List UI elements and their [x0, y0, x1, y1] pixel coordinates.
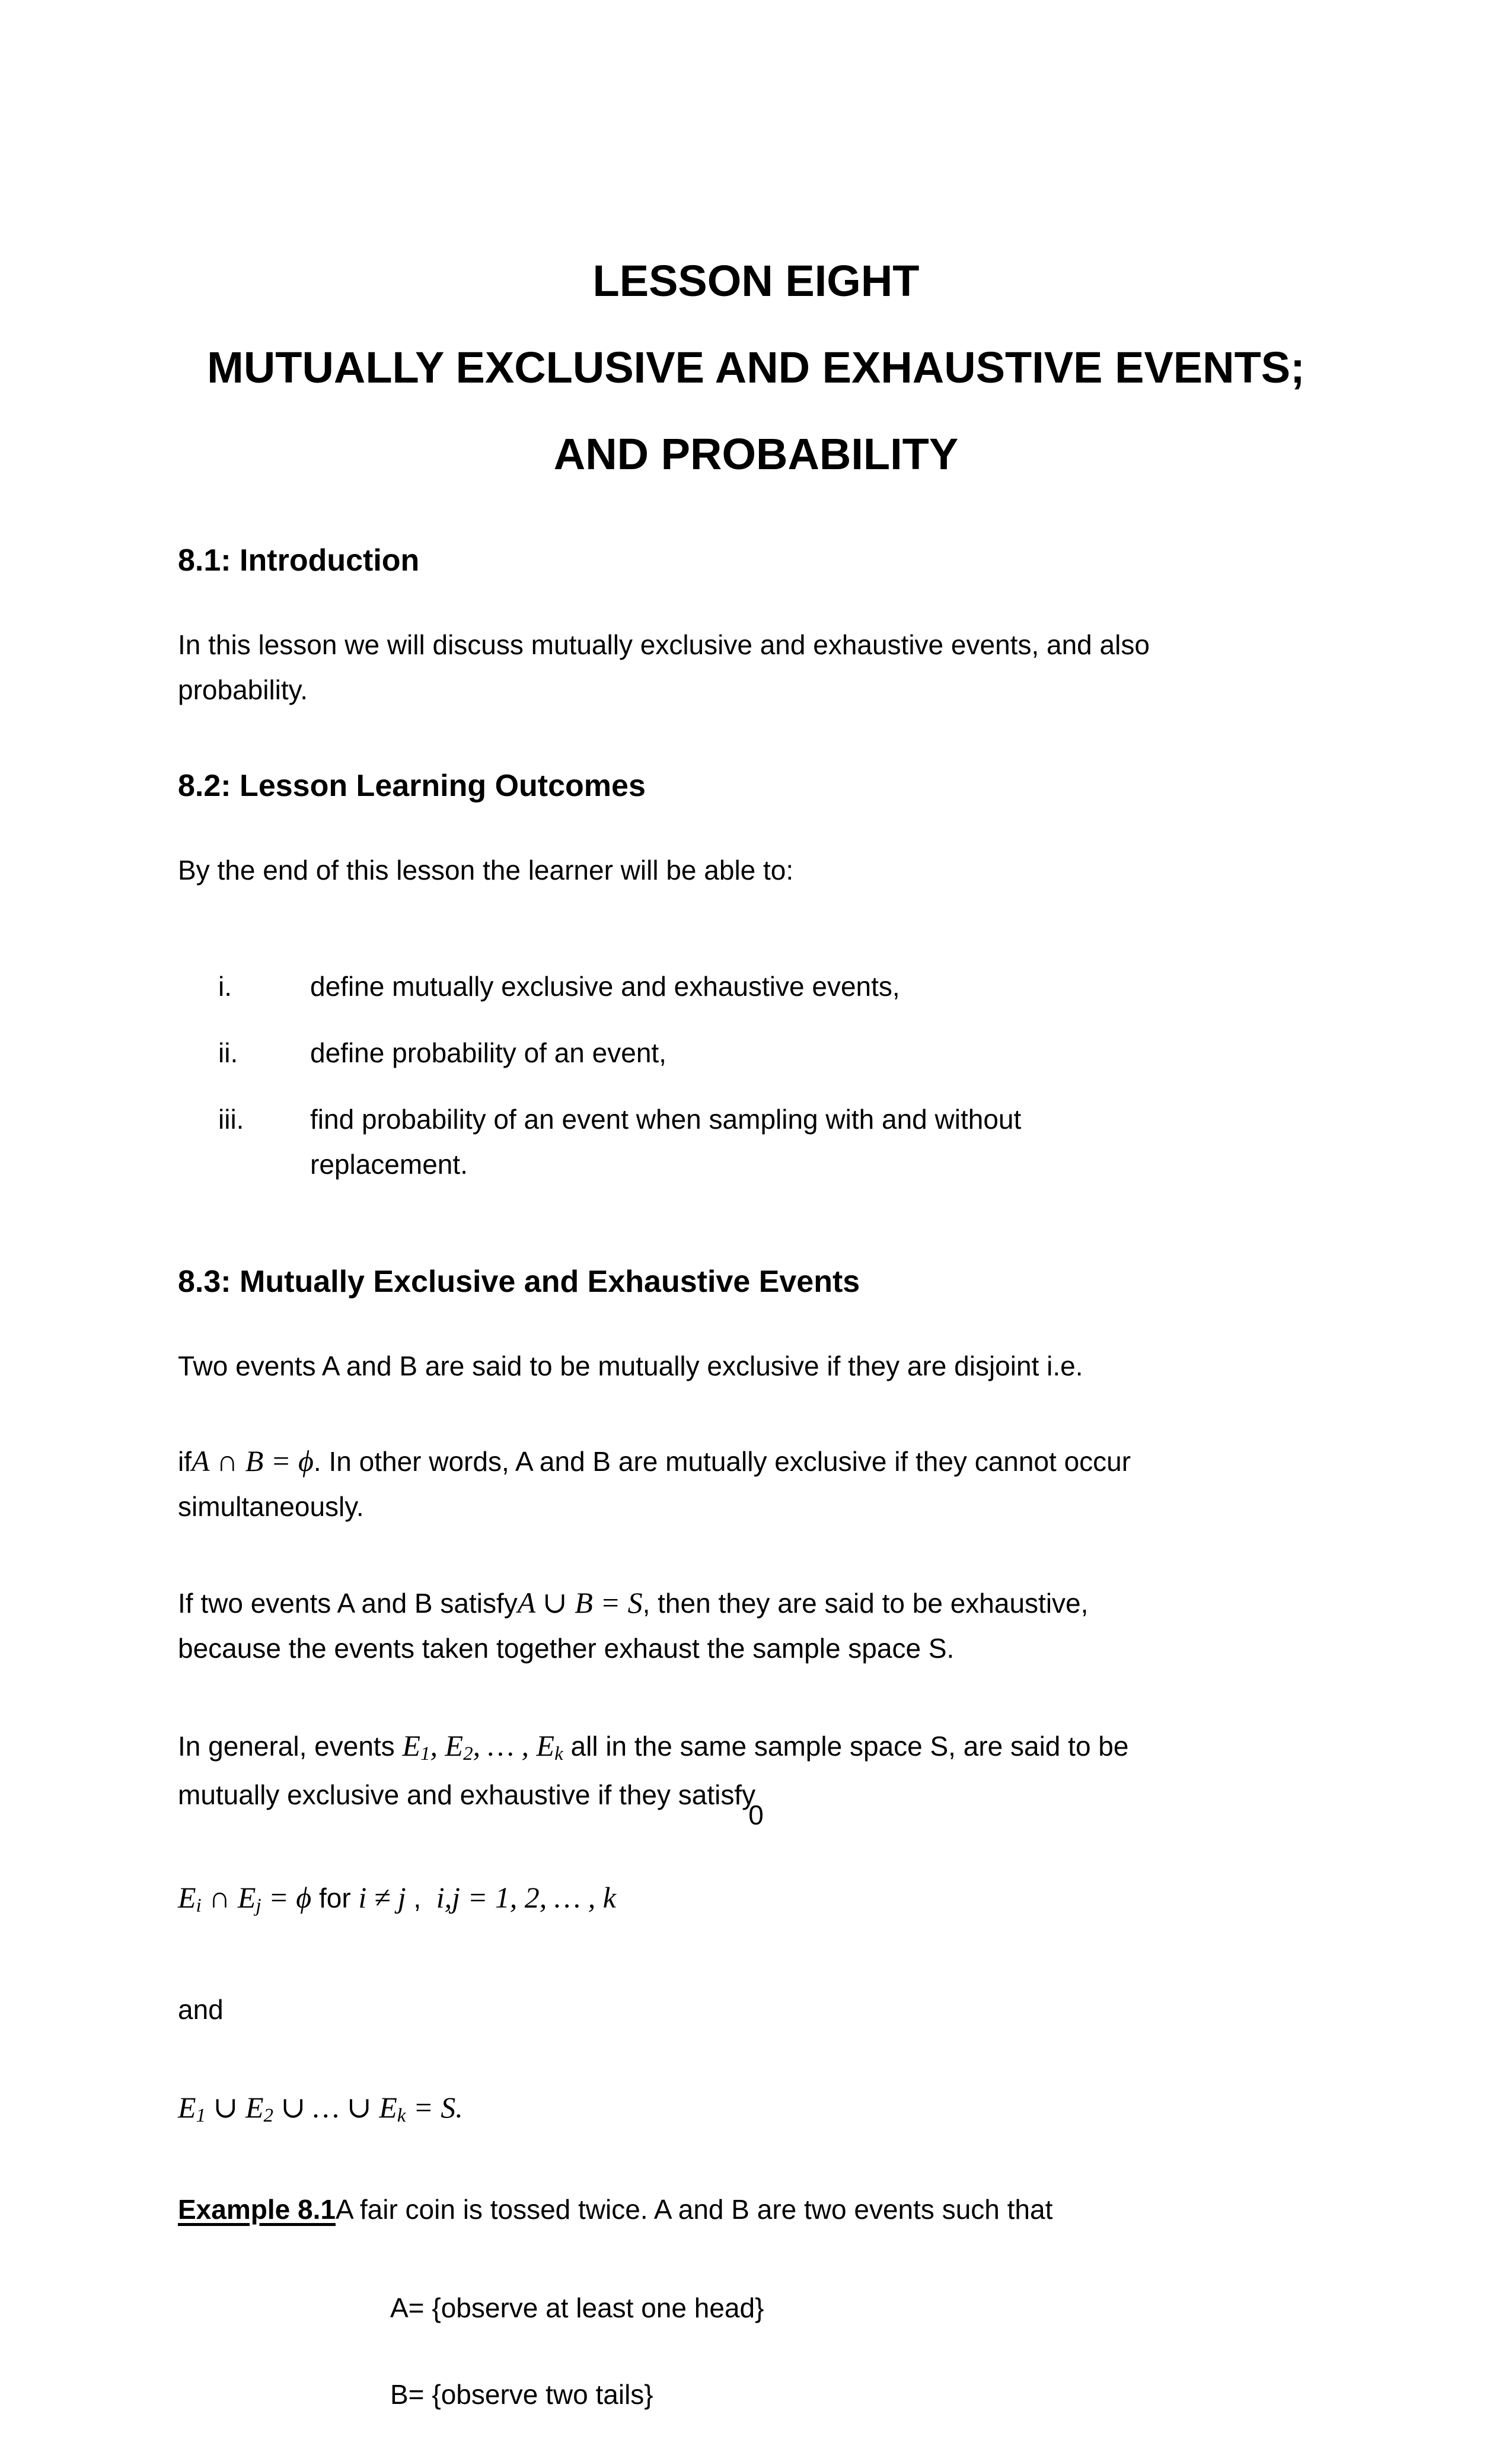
math-run: E	[178, 2091, 196, 2124]
list-marker: ii.	[218, 1037, 238, 1068]
page-number: 0	[748, 1800, 764, 1830]
paragraph-line: In this lesson we will discuss mutually exclusive and exhaustive events, and also	[178, 629, 1150, 660]
math-run: ,	[430, 1729, 445, 1762]
math-run: E	[237, 1881, 256, 1914]
math-run: E	[178, 1881, 196, 1914]
paragraph-line: probability.	[178, 674, 308, 705]
paragraph-line: mutually exclusive and exhaustive if they satisfy	[178, 1779, 756, 1810]
list-item-text: define mutually exclusive and exhaustive events,	[310, 971, 900, 1002]
math-run: , … ,	[473, 1729, 537, 1762]
math-run: ∪	[206, 2091, 245, 2124]
title-line-1: LESSON EIGHT	[592, 256, 920, 305]
math-run: E	[379, 2091, 397, 2124]
section-heading-8-3: 8.3: Mutually Exclusive and Exhaustive Events	[178, 1265, 860, 1299]
math-run: A ∪ B = S	[517, 1586, 643, 1619]
text-run: if	[178, 1446, 192, 1477]
math-run: i,j = 1, 2, … , k	[436, 1881, 616, 1914]
paragraph-intro	[178, 622, 1334, 712]
math-run: E	[536, 1729, 555, 1762]
paragraph-outcomes-lead: By the end of this lesson the learner will be able to:	[178, 855, 794, 886]
paragraph-and: and	[178, 1994, 224, 2025]
paragraph-mutually-exclusive: Two events A and B are said to be mutually exclusive if they are disjoint i.e.	[178, 1351, 1083, 1381]
text-run: ,	[406, 1883, 436, 1913]
event-definition-a: A= {observe at least one head}	[390, 2292, 764, 2323]
list-item-text: define probability of an event,	[310, 1037, 666, 1068]
math-run: = ϕ	[261, 1881, 312, 1914]
paragraph-line	[178, 1723, 1334, 1772]
paragraph-line: because the events taken together exhaust the sample space S.	[178, 1633, 955, 1664]
formula-pairwise-disjoint	[178, 1871, 1334, 1928]
math-subscript: k	[397, 2105, 406, 2127]
math-subscript: 1	[420, 1743, 430, 1765]
paragraph-example	[178, 2187, 1334, 2232]
math-subscript: 1	[196, 2105, 206, 2127]
math-subscript: i	[196, 1895, 202, 1917]
text-run: all in the same sample space S, are said to be	[563, 1731, 1129, 1762]
math-subscript: k	[554, 1743, 563, 1765]
paragraph-line	[178, 1580, 1334, 1626]
list-item	[178, 1097, 1334, 1187]
title-line-3: AND PROBABILITY	[553, 429, 959, 479]
text-run: for	[311, 1883, 359, 1913]
outcome-list	[178, 942, 1334, 1208]
math-subscript: j	[256, 1895, 261, 1917]
math-run: E	[402, 1729, 421, 1762]
list-marker: i.	[218, 971, 232, 1002]
section-heading-8-1: 8.1: Introduction	[178, 543, 420, 578]
text-run: A fair coin is tossed twice. A and B are two events such that	[335, 2194, 1053, 2225]
event-definition-b: B= {observe two tails}	[390, 2379, 653, 2410]
list-item-line: replacement.	[310, 1149, 468, 1180]
paragraph-line: simultaneously.	[178, 1491, 364, 1522]
example-label: Example 8.1	[178, 2194, 336, 2225]
math-run: i ≠ j	[358, 1881, 406, 1914]
section-heading-8-2: 8.2: Lesson Learning Outcomes	[178, 769, 646, 803]
text-run: , then they are said to be exhaustive,	[642, 1588, 1089, 1619]
list-marker: iii.	[218, 1104, 244, 1135]
math-subscript: 2	[463, 1743, 473, 1765]
paragraph-line	[178, 1438, 1334, 1484]
list-item	[178, 1030, 1334, 1075]
math-run: E	[445, 1729, 464, 1762]
paragraph-disjoint	[178, 1438, 1334, 1529]
paragraph-exhaustive	[178, 1580, 1334, 1671]
math-run: E	[245, 2091, 264, 2124]
math-run: ∪ … ∪	[273, 2091, 379, 2124]
text-run: If two events A and B satisfy	[178, 1588, 518, 1619]
math-run: = S.	[406, 2091, 463, 2124]
text-run: In general, events	[178, 1731, 403, 1762]
list-item-text	[310, 1097, 1334, 1187]
math-run: ∩	[201, 1881, 238, 1914]
title-line-2: MUTUALLY EXCLUSIVE AND EXHAUSTIVE EVENTS;	[207, 343, 1305, 392]
list-item	[178, 964, 1334, 1009]
document-content	[178, 0, 1334, 2449]
formula-union-sample-space	[178, 2081, 1334, 2138]
math-run: A ∩ B = ϕ	[192, 1444, 314, 1477]
text-run: . In other words, A and B are mutually exclusive if they cannot occur	[313, 1446, 1131, 1477]
list-item-line: find probability of an event when sampling with and without	[310, 1104, 1022, 1135]
math-subscript: 2	[263, 2105, 273, 2127]
